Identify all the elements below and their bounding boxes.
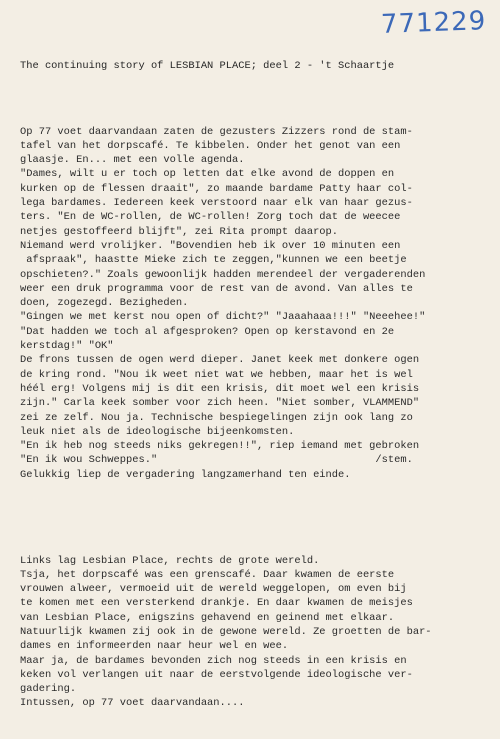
text-line: vrouwen alweer, vermoeid uit de wereld weggelopen, om even bij xyxy=(20,583,407,596)
story-title: The continuing story of LESBIAN PLACE; deel 2 - 't Schaartje xyxy=(20,60,395,72)
story-body xyxy=(20,96,490,739)
text-line: de kring rond. "Nou ik weet niet wat we hebben, maar het is wel xyxy=(20,368,413,381)
text-line: te komen met een versterkend drankje. En daar kwamen de meisjes xyxy=(20,597,413,610)
text-line: kerstdag!" "OK" xyxy=(20,340,114,353)
text-line: glaasje. En... met een volle agenda. xyxy=(20,154,245,167)
text-line: Gelukkig liep de vergadering langzamerhand ten einde. xyxy=(20,468,351,481)
text-line: doen, zogezegd. Bezigheden. xyxy=(20,297,189,310)
text-line: netjes gestoffeerd blijft", zei Rita prompt daarop. xyxy=(20,225,339,238)
text-line: van Lesbian Place, enigszins gehavend en geinend met elkaar. xyxy=(20,611,395,624)
text-line: héél erg! Volgens mij is dit een krisis, dit moet wel een krisis xyxy=(20,382,420,395)
text-line: leuk niet als de ideologische bijeenkomsten. xyxy=(20,425,295,438)
text-line: lega bardames. Iedereen keek verstoord naar elk van haar gezus- xyxy=(20,197,413,210)
text-line: dames en informeerden naar heur wel en wee. xyxy=(20,640,289,653)
story-section-1 xyxy=(20,125,490,482)
text-line: Natuurlijk kwamen zij ook in de gewone wereld. Ze groetten de bar- xyxy=(20,625,432,638)
text-line: afspraak", haastte Mieke zich te zeggen,"kunnen we een beetje xyxy=(20,254,407,267)
text-line: gadering. xyxy=(20,683,77,696)
text-line: ters. "En de WC-rollen, de WC-rollen! Zorg toch dat de weecee xyxy=(20,211,401,224)
text-line: Links lag Lesbian Place, rechts de grote wereld. xyxy=(20,554,320,567)
text-line: "En ik heb nog steeds niks gekregen!!", riep iemand met gebroken xyxy=(20,440,420,453)
text-line: "Gingen we met kerst nou open of dicht?" "Jaaahaaa!!!" "Neeehee!" xyxy=(20,311,426,324)
text-line: keken vol verlangen uit naar de eerstvolgende ideologische ver- xyxy=(20,668,413,681)
text-line: Intussen, op 77 voet daarvandaan.... xyxy=(20,697,245,710)
handwritten-archive-number: 771229 xyxy=(380,6,487,40)
text-line: tafel van het dorpscafé. Te kibbelen. Onder het genot van een xyxy=(20,139,401,152)
text-line: weer een druk programma voor de rest van de avond. Van alles te xyxy=(20,282,413,295)
text-line: kurken op de flessen draait", zo maande bardame Patty haar col- xyxy=(20,182,413,195)
text-line: "En ik wou Schweppes." /stem. xyxy=(20,454,413,467)
text-line: Tsja, het dorpscafé was een grenscafé. Daar kwamen de eerste xyxy=(20,568,395,581)
text-line: "Dat hadden we toch al afgesproken? Open op kerstavond en 2e xyxy=(20,325,395,338)
text-line: opschieten?." Zoals gewoonlijk hadden merendeel der vergaderenden xyxy=(20,268,426,281)
text-line: Maar ja, de bardames bevonden zich nog steeds in een krisis en xyxy=(20,654,407,667)
text-line: De frons tussen de ogen werd dieper. Janet keek met donkere ogen xyxy=(20,354,420,367)
text-line: Niemand werd vrolijker. "Bovendien heb ik over 10 minuten een xyxy=(20,239,401,252)
text-line: Op 77 voet daarvandaan zaten de gezusters Zizzers rond de stam- xyxy=(20,125,413,138)
paragraph-gap xyxy=(20,511,490,525)
text-line: "Dames, wilt u er toch op letten dat elke avond de doppen en xyxy=(20,168,395,181)
text-line: zei ze zelf. Nou ja. Technische bespiegelingen zijn ook lang zo xyxy=(20,411,413,424)
text-line: zijn." Carla keek somber voor zich heen. "Niet somber, VLAMMEND" xyxy=(20,397,420,410)
story-section-2 xyxy=(20,554,490,711)
